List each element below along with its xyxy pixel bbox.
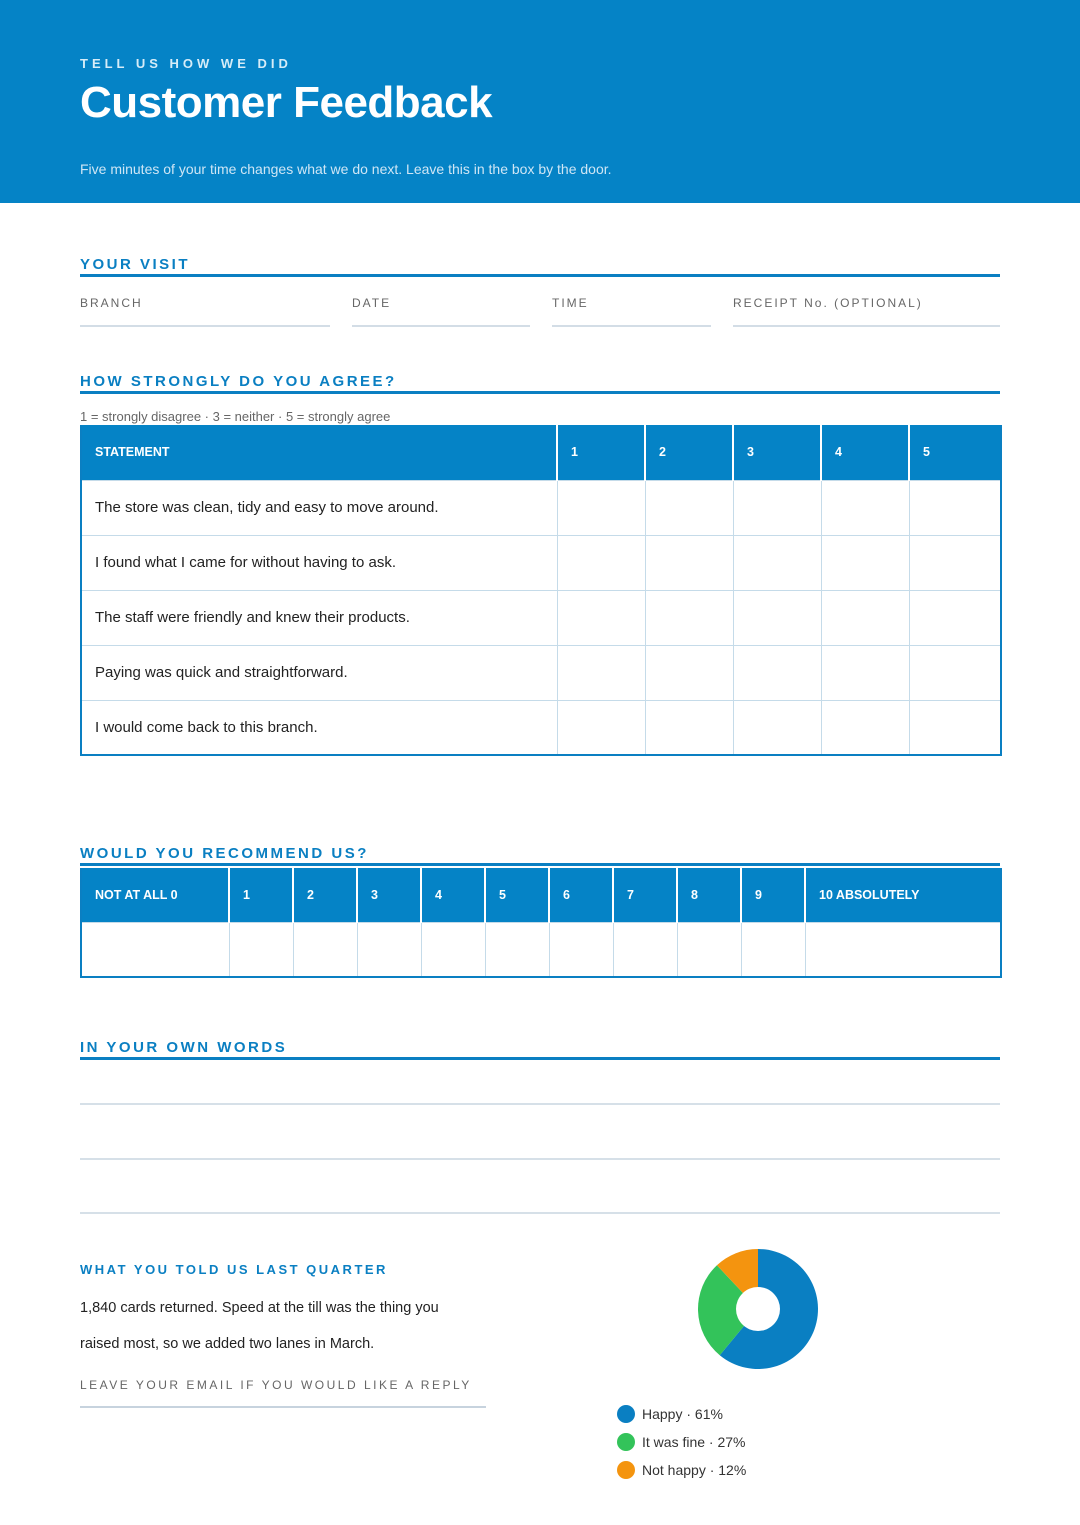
rating-cell[interactable] [645, 645, 733, 700]
rating-cell[interactable] [909, 700, 1001, 755]
recommend-score-5: 5 [485, 868, 549, 922]
rating-cell[interactable] [733, 590, 821, 645]
recommend-score-3: 3 [357, 868, 421, 922]
rating-cell[interactable] [821, 700, 909, 755]
recommend-answer-row [81, 922, 1001, 977]
statement-text: The store was clean, tidy and easy to move around. [81, 480, 557, 535]
table-row [81, 590, 1001, 645]
table-row [81, 535, 1001, 590]
rating-cell[interactable] [909, 645, 1001, 700]
recommend-cell[interactable] [613, 922, 677, 977]
last-quarter-title: WHAT YOU TOLD US LAST QUARTER [80, 1262, 388, 1277]
statement-text: Paying was quick and straightforward. [81, 645, 557, 700]
statement-text: I found what I came for without having to ask. [81, 535, 557, 590]
rating-cell[interactable] [557, 700, 645, 755]
comment-line[interactable] [80, 1212, 1000, 1214]
scale-note: 1 = strongly disagree · 3 = neither · 5 = strongly agree [80, 409, 391, 424]
rating-cell[interactable] [909, 535, 1001, 590]
rating-cell[interactable] [557, 645, 645, 700]
page-title: Customer Feedback [80, 78, 493, 127]
recommend-score-7: 7 [613, 868, 677, 922]
statement-text: The staff were friendly and knew their products. [81, 590, 557, 645]
rating-cell[interactable] [557, 535, 645, 590]
table-row [81, 645, 1001, 700]
recommend-cell[interactable] [741, 922, 805, 977]
legend-label-fine: It was fine · 27% [642, 1434, 746, 1450]
chart-legend [617, 1400, 746, 1484]
legend-swatch-not-happy [617, 1461, 635, 1479]
header-score-1: 1 [557, 425, 645, 480]
email-field[interactable]: LEAVE YOUR EMAIL IF YOU WOULD LIKE A REPLY [80, 1378, 486, 1408]
recommend-cell[interactable] [293, 922, 357, 977]
legend-label-happy: Happy · 61% [642, 1406, 723, 1422]
legend-item-not-happy [617, 1456, 746, 1484]
table-row [81, 700, 1001, 755]
recommend-score-6: 6 [549, 868, 613, 922]
receipt-field[interactable]: RECEIPT No. (OPTIONAL) [733, 296, 1000, 327]
header-score-5: 5 [909, 425, 1001, 480]
recommend-score-2: 2 [293, 868, 357, 922]
comment-line[interactable] [80, 1103, 1000, 1105]
section-title-your-visit: YOUR VISIT [80, 256, 1000, 277]
rating-cell[interactable] [645, 480, 733, 535]
donut-hole [736, 1287, 780, 1331]
legend-swatch-fine [617, 1433, 635, 1451]
header-score-3: 3 [733, 425, 821, 480]
rating-cell[interactable] [821, 535, 909, 590]
time-field[interactable]: TIME [552, 296, 711, 327]
recommend-header-row [81, 868, 1001, 922]
rating-cell[interactable] [821, 645, 909, 700]
comment-line[interactable] [80, 1158, 1000, 1160]
header-statement: STATEMENT [81, 425, 557, 480]
recommend-score-1: 1 [229, 868, 293, 922]
rating-cell[interactable] [821, 480, 909, 535]
section-title-own-words: IN YOUR OWN WORDS [80, 1039, 1000, 1060]
recommend-score-10: 10 ABSOLUTELY [805, 868, 1001, 922]
table-row [81, 480, 1001, 535]
section-title-agree: HOW STRONGLY DO YOU AGREE? [80, 373, 1000, 394]
header-banner [0, 0, 1080, 203]
header-score-4: 4 [821, 425, 909, 480]
recommend-cell[interactable] [357, 922, 421, 977]
feedback-donut-chart [697, 1248, 819, 1370]
statement-text: I would come back to this branch. [81, 700, 557, 755]
legend-label-not-happy: Not happy · 12% [642, 1462, 747, 1478]
header-score-2: 2 [645, 425, 733, 480]
rating-cell[interactable] [909, 480, 1001, 535]
date-field[interactable]: DATE [352, 296, 530, 327]
recommend-cell[interactable] [549, 922, 613, 977]
rating-cell[interactable] [557, 480, 645, 535]
last-quarter-text: 1,840 cards returned. Speed at the till was the thing you raised most, so we added two lanes in March. [80, 1300, 439, 1352]
recommend-cell[interactable] [229, 922, 293, 977]
header-eyebrow: TELL US HOW WE DID [80, 56, 292, 71]
rating-cell[interactable] [645, 535, 733, 590]
recommend-score-9: 9 [741, 868, 805, 922]
rating-cell[interactable] [645, 590, 733, 645]
section-title-recommend: WOULD YOU RECOMMEND US? [80, 845, 1000, 866]
legend-item-fine [617, 1428, 746, 1456]
rating-cell[interactable] [733, 480, 821, 535]
recommend-score-0: NOT AT ALL 0 [81, 868, 229, 922]
recommend-table [80, 868, 1002, 978]
recommend-cell[interactable] [805, 922, 1001, 977]
recommend-cell[interactable] [421, 922, 485, 977]
rating-cell[interactable] [733, 700, 821, 755]
rating-cell[interactable] [645, 700, 733, 755]
recommend-cell[interactable] [485, 922, 549, 977]
header-subtitle: Five minutes of your time changes what we do next. Leave this in the box by the door. [80, 161, 612, 177]
legend-item-happy [617, 1400, 746, 1428]
legend-swatch-happy [617, 1405, 635, 1423]
rating-cell[interactable] [733, 645, 821, 700]
rating-cell[interactable] [909, 590, 1001, 645]
agree-header-row [81, 425, 1001, 480]
rating-cell[interactable] [821, 590, 909, 645]
rating-cell[interactable] [557, 590, 645, 645]
rating-cell[interactable] [733, 535, 821, 590]
branch-field[interactable]: BRANCH [80, 296, 330, 327]
recommend-cell[interactable] [677, 922, 741, 977]
agree-table [80, 425, 1002, 756]
recommend-cell[interactable] [81, 922, 229, 977]
recommend-score-8: 8 [677, 868, 741, 922]
recommend-score-4: 4 [421, 868, 485, 922]
